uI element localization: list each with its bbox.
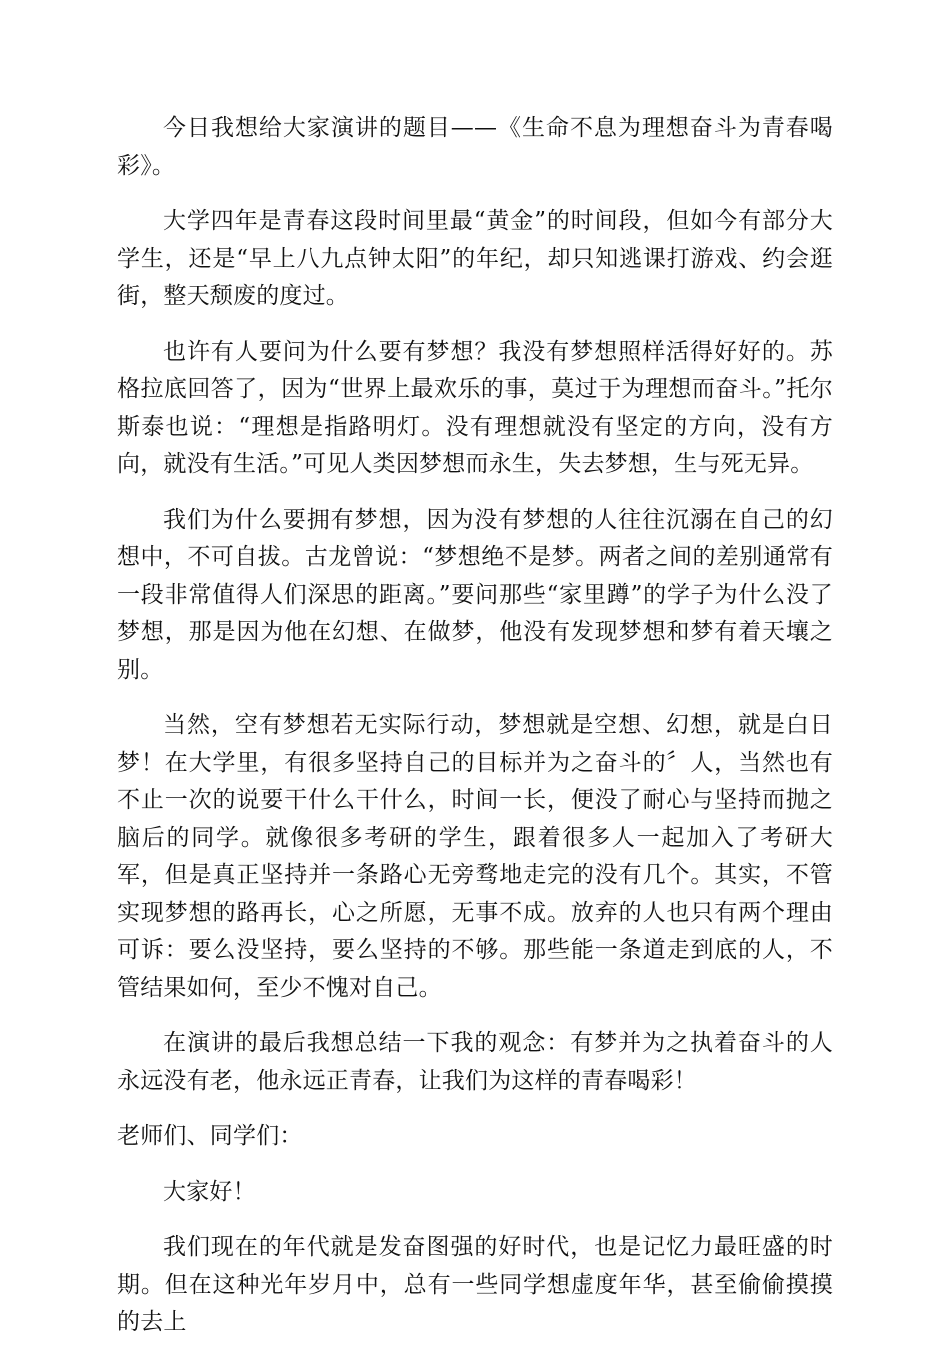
paragraph-conclusion: 在演讲的最后我想总结一下我的观念：有梦并为之执着奋斗的人永远没有老，他永远正青春，让我们为这样的青春喝彩！ [117, 1030, 833, 1094]
paragraph-speech-title: 今日我想给大家演讲的题目——《生命不息为理想奋斗为青春喝彩》。 [117, 115, 833, 179]
paragraph-second-speech-opening: 我们现在的年代就是发奋图强的好时代，也是记忆力最旺盛的时期。但在这种光年岁月中，总有一些同学想虚度年华，甚至偷偷摸摸的去上 [117, 1234, 833, 1335]
paragraph-university-years: 大学四年是青春这段时间里最“黄金”的时间段，但如今有部分大学生，还是“早上八九点钟太阳”的年纪，却只知逃课打游戏、约会逛街，整天颓废的度过。 [117, 208, 833, 309]
paragraph-greeting: 大家好！ [163, 1178, 256, 1205]
paragraph-dream-vs-fantasy: 我们为什么要拥有梦想，因为没有梦想的人往往沉溺在自己的幻想中，不可自拔。古龙曾说：“梦想绝不是梦。两者之间的差别通常有一段非常值得人们深思的距离。”要问那些“家里蹲”的学子为什么没了梦想，那是因为他在幻想、在做梦，他没有发现梦想和梦有着天壤之别。 [117, 506, 833, 683]
paragraph-action-and-persistence: 当然，空有梦想若无实际行动，梦想就是空想、幻想，就是白日梦！在大学里，有很多坚持自己的目标并为之奋斗的〞人，当然也有不止一次的说要干什么干什么，时间一长，便没了耐心与坚持而抛之脑后的同学。就像很多考研的学生，跟着很多人一起加入了考研大军，但是真正坚持并一条路心无旁骛地走完的没有几个。其实，不管实现梦想的路再长，心之所愿，无事不成。放弃的人也只有两个理由可诉：要么没坚持，要么坚持的不够。那些能一条道走到底的人，不管结果如何，至少不愧对自己。 [117, 712, 833, 1001]
paragraph-salutation: 老师们、同学们： [117, 1123, 303, 1149]
paragraph-why-dream: 也许有人要问为什么要有梦想？我没有梦想照样活得好好的。苏格拉底回答了，因为“世界上最欢乐的事，莫过于为理想而奋斗。”托尔斯泰也说：“理想是指路明灯。没有理想就没有坚定的方向，没有方向，就没有生活。”可见人类因梦想而永生，失去梦想，生与死无异。 [117, 338, 833, 477]
document-body [117, 110, 833, 1360]
